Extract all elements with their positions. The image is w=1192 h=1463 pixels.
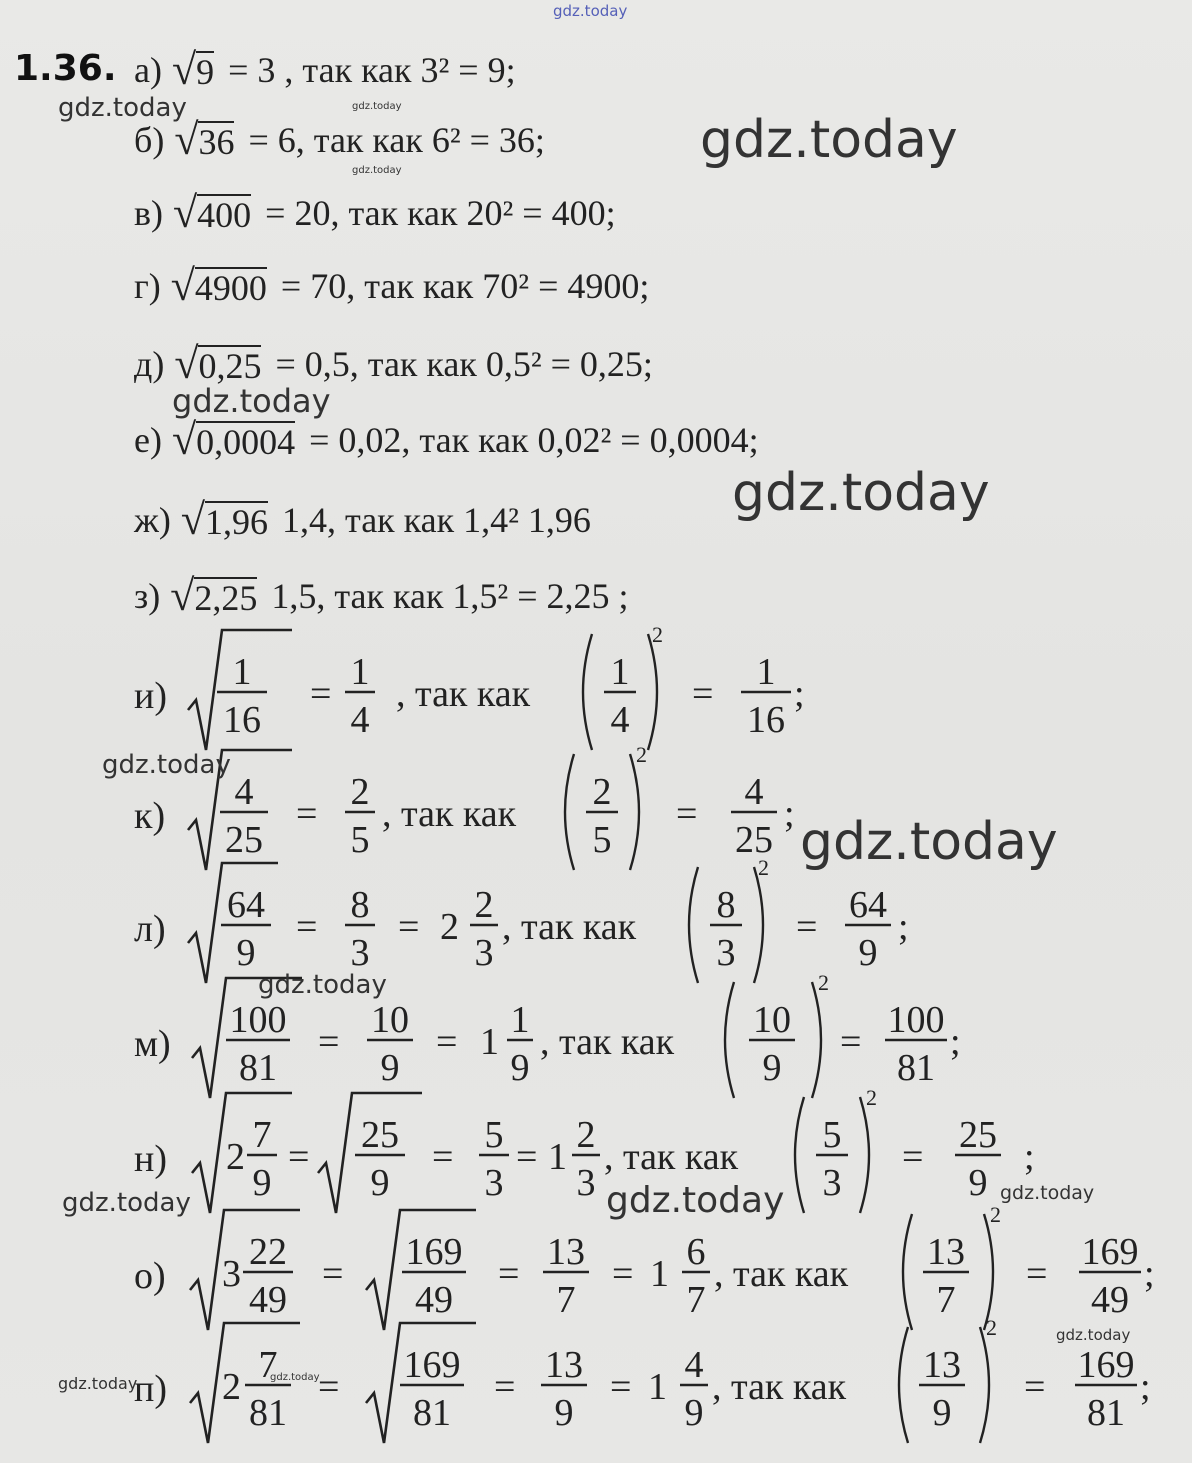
- item-label: ж): [134, 500, 171, 540]
- equation-text: = 0,5, так как 0,5² = 0,25;: [275, 344, 653, 384]
- equals-sign: =: [398, 906, 420, 948]
- equals-sign: =: [692, 673, 714, 715]
- numerator: 25: [361, 1114, 399, 1156]
- watermark: gdz.today: [352, 101, 402, 112]
- denominator: 9: [762, 1047, 782, 1089]
- denominator: 3: [474, 932, 494, 974]
- denominator: 81: [249, 1392, 287, 1434]
- numerator: 2: [576, 1114, 596, 1156]
- watermark: gdz.today: [1056, 1326, 1131, 1344]
- watermark-top: gdz.today: [553, 2, 628, 20]
- denominator: 7: [556, 1279, 576, 1321]
- item-label: д): [134, 344, 165, 384]
- item-label: е): [134, 420, 162, 460]
- equals-sign: =: [318, 1366, 340, 1408]
- watermark: gdz.today: [270, 1372, 320, 1383]
- radicand: 400: [197, 195, 252, 236]
- numerator: 10: [753, 999, 791, 1041]
- exponent: 2: [990, 1202, 1001, 1227]
- radicand: 36: [198, 122, 235, 163]
- exponent: 2: [758, 855, 769, 880]
- left-parenthesis: [689, 867, 698, 983]
- numerator: 22: [249, 1231, 287, 1273]
- math-text: , так как: [382, 793, 517, 835]
- math-text: ;: [1140, 1366, 1151, 1408]
- equation-text: = 20, так как 20² = 400;: [265, 193, 616, 233]
- numerator: 8: [716, 884, 736, 926]
- equation-text: = 70, так как 70² = 4900;: [280, 266, 650, 306]
- math-text: 1: [650, 1253, 669, 1295]
- denominator: 9: [554, 1392, 574, 1434]
- equals-sign: =: [432, 1136, 454, 1178]
- denominator: 9: [510, 1047, 530, 1089]
- denominator: 9: [858, 932, 878, 974]
- denominator: 16: [747, 699, 785, 741]
- numerator: 64: [227, 884, 265, 926]
- equals-sign: =: [840, 1021, 862, 1063]
- equation-text: 1,5, так как 1,5² = 2,25 ;: [271, 576, 629, 616]
- equals-sign: =: [612, 1253, 634, 1295]
- numerator: 169: [1077, 1344, 1135, 1386]
- radicand: 9: [196, 52, 215, 93]
- radicand: 2,25: [194, 578, 258, 619]
- numerator: 1: [232, 651, 252, 693]
- right-parenthesis: [860, 1097, 869, 1213]
- equation-text: = 3 , так как 3² = 9;: [228, 50, 516, 90]
- equals-sign: =: [436, 1021, 458, 1063]
- numerator: 100: [229, 999, 287, 1041]
- denominator: 7: [936, 1279, 956, 1321]
- numerator: 1: [756, 651, 776, 693]
- math-text: , так как: [712, 1366, 847, 1408]
- equals-sign: =: [676, 793, 698, 835]
- denominator: 81: [413, 1392, 451, 1434]
- equals-sign: =: [1026, 1253, 1048, 1295]
- math-text: 2: [226, 1136, 245, 1178]
- watermark: gdz.today: [800, 812, 1058, 872]
- watermark: gdz.today: [62, 1188, 191, 1218]
- numerator: 1: [610, 651, 630, 693]
- radicand: 4900: [194, 268, 267, 309]
- math-text: ;: [950, 1021, 961, 1063]
- numerator: 169: [405, 1231, 463, 1273]
- numerator: 100: [887, 999, 945, 1041]
- watermark: gdz.today: [1000, 1182, 1095, 1204]
- exponent: 2: [636, 742, 647, 767]
- denominator: 3: [716, 932, 736, 974]
- numerator: 5: [484, 1114, 504, 1156]
- watermark: gdz.today: [58, 1374, 138, 1393]
- denominator: 9: [968, 1162, 988, 1204]
- math-text: , так как: [502, 906, 637, 948]
- numerator: 2: [474, 884, 494, 926]
- radical-symbol: √: [174, 115, 199, 164]
- item-label: и): [134, 675, 167, 717]
- radical-symbol: √: [173, 188, 198, 237]
- equals-sign: =: [494, 1366, 516, 1408]
- equals-sign: =: [902, 1136, 924, 1178]
- math-text: ;: [1144, 1253, 1155, 1295]
- denominator: 25: [735, 819, 773, 861]
- math-text: 2: [222, 1366, 241, 1408]
- numerator: 10: [371, 999, 409, 1041]
- numerator: 169: [403, 1344, 461, 1386]
- denominator: 49: [249, 1279, 287, 1321]
- denominator: 5: [592, 819, 612, 861]
- exponent: 2: [652, 622, 663, 647]
- denominator: 9: [684, 1392, 704, 1434]
- numerator: 2: [592, 771, 612, 813]
- left-parenthesis: [565, 754, 574, 870]
- math-text: 1: [648, 1366, 667, 1408]
- denominator: 4: [610, 699, 630, 741]
- left-parenthesis: [725, 982, 734, 1098]
- radical-symbol: √: [170, 571, 195, 620]
- equals-sign: =: [310, 673, 332, 715]
- item-label: к): [134, 795, 166, 837]
- item-label: л): [134, 908, 166, 950]
- right-parenthesis: [648, 634, 657, 750]
- equals-sign: =: [296, 793, 318, 835]
- item-label: н): [134, 1138, 167, 1180]
- item-label: г): [134, 266, 161, 306]
- watermark: gdz.today: [258, 970, 387, 1000]
- math-text: ;: [898, 906, 909, 948]
- watermark: gdz.today: [102, 750, 231, 780]
- denominator: 3: [576, 1162, 596, 1204]
- denominator: 4: [350, 699, 370, 741]
- exponent: 2: [986, 1315, 997, 1340]
- denominator: 9: [932, 1392, 952, 1434]
- watermark: gdz.today: [606, 1180, 785, 1221]
- math-text: , так как: [540, 1021, 675, 1063]
- equation-text: = 0,02, так как 0,02² = 0,0004;: [309, 420, 759, 460]
- denominator: 25: [225, 819, 263, 861]
- equals-sign: =: [498, 1253, 520, 1295]
- watermark: gdz.today: [700, 110, 958, 170]
- radical-symbol: √: [171, 45, 197, 94]
- numerator: 4: [684, 1344, 704, 1386]
- denominator: 9: [370, 1162, 390, 1204]
- equals-sign: =: [516, 1136, 538, 1178]
- numerator: 7: [252, 1114, 272, 1156]
- radical-symbol: √: [170, 261, 195, 310]
- numerator: 13: [545, 1344, 583, 1386]
- radical-symbol: √: [174, 339, 199, 388]
- denominator: 3: [350, 932, 370, 974]
- denominator: 49: [415, 1279, 453, 1321]
- math-text: 2: [440, 906, 459, 948]
- math-text: ;: [794, 673, 805, 715]
- left-parenthesis: [795, 1097, 804, 1213]
- numerator: 2: [350, 771, 370, 813]
- numerator: 4: [234, 771, 254, 813]
- denominator: 49: [1091, 1279, 1129, 1321]
- watermark: gdz.today: [732, 463, 990, 523]
- equals-sign: =: [288, 1136, 310, 1178]
- numerator: 13: [923, 1344, 961, 1386]
- item-label: в): [134, 193, 163, 233]
- equals-sign: =: [796, 906, 818, 948]
- denominator: 5: [350, 819, 370, 861]
- numerator: 13: [547, 1231, 585, 1273]
- watermark: gdz.today: [172, 382, 331, 420]
- item-label: а): [134, 50, 162, 90]
- numerator: 5: [822, 1114, 842, 1156]
- math-text: , так как: [396, 673, 531, 715]
- item-label: о): [134, 1255, 166, 1297]
- radical-symbol: √: [171, 415, 197, 464]
- denominator: 7: [686, 1279, 706, 1321]
- numerator: 13: [927, 1231, 965, 1273]
- denominator: 16: [223, 699, 261, 741]
- numerator: 64: [849, 884, 887, 926]
- equation-text: 1,4, так как 1,4² 1,96: [282, 500, 591, 540]
- numerator: 4: [744, 771, 764, 813]
- radicand: 0,25: [198, 346, 262, 387]
- math-text: 3: [222, 1253, 241, 1295]
- equals-sign: =: [1024, 1366, 1046, 1408]
- numerator: 25: [959, 1114, 997, 1156]
- right-parenthesis: [630, 754, 639, 870]
- right-parenthesis: [984, 1214, 993, 1330]
- math-text: , так как: [604, 1136, 739, 1178]
- math-text: 1: [480, 1021, 499, 1063]
- equals-sign: =: [610, 1366, 632, 1408]
- left-parenthesis: [903, 1214, 912, 1330]
- item-label: п): [134, 1368, 167, 1410]
- denominator: 81: [1087, 1392, 1125, 1434]
- right-parenthesis: [980, 1327, 989, 1443]
- item-label: м): [134, 1023, 171, 1065]
- denominator: 3: [822, 1162, 842, 1204]
- equals-sign: =: [296, 906, 318, 948]
- exponent: 2: [818, 970, 829, 995]
- radicand: 0,0004: [196, 422, 296, 463]
- left-parenthesis: [583, 634, 592, 750]
- watermark: gdz.today: [352, 165, 402, 176]
- equation-text: = 6, так как 6² = 36;: [248, 120, 545, 160]
- numerator: 7: [258, 1344, 278, 1386]
- denominator: 81: [239, 1047, 277, 1089]
- left-parenthesis: [899, 1327, 908, 1443]
- problem-number: 1.36.: [14, 48, 117, 89]
- math-text: 1: [548, 1136, 567, 1178]
- math-text: ;: [784, 793, 795, 835]
- numerator: 1: [510, 999, 530, 1041]
- watermark: gdz.today: [58, 93, 187, 123]
- radicand: 1,96: [205, 502, 269, 543]
- equals-sign: =: [322, 1253, 344, 1295]
- denominator: 9: [236, 932, 256, 974]
- math-text: ;: [1024, 1136, 1035, 1178]
- denominator: 81: [897, 1047, 935, 1089]
- item-label: б): [134, 120, 165, 160]
- exponent: 2: [866, 1085, 877, 1110]
- numerator: 8: [350, 884, 370, 926]
- numerator: 169: [1081, 1231, 1139, 1273]
- math-text: , так как: [714, 1253, 849, 1295]
- numerator: 6: [686, 1231, 706, 1273]
- denominator: 9: [380, 1047, 400, 1089]
- radical-symbol: √: [180, 495, 206, 544]
- equals-sign: =: [318, 1021, 340, 1063]
- denominator: 9: [252, 1162, 272, 1204]
- numerator: 1: [350, 651, 370, 693]
- item-label: з): [134, 576, 161, 616]
- right-parenthesis: [812, 982, 821, 1098]
- denominator: 3: [484, 1162, 504, 1204]
- right-parenthesis: [754, 867, 763, 983]
